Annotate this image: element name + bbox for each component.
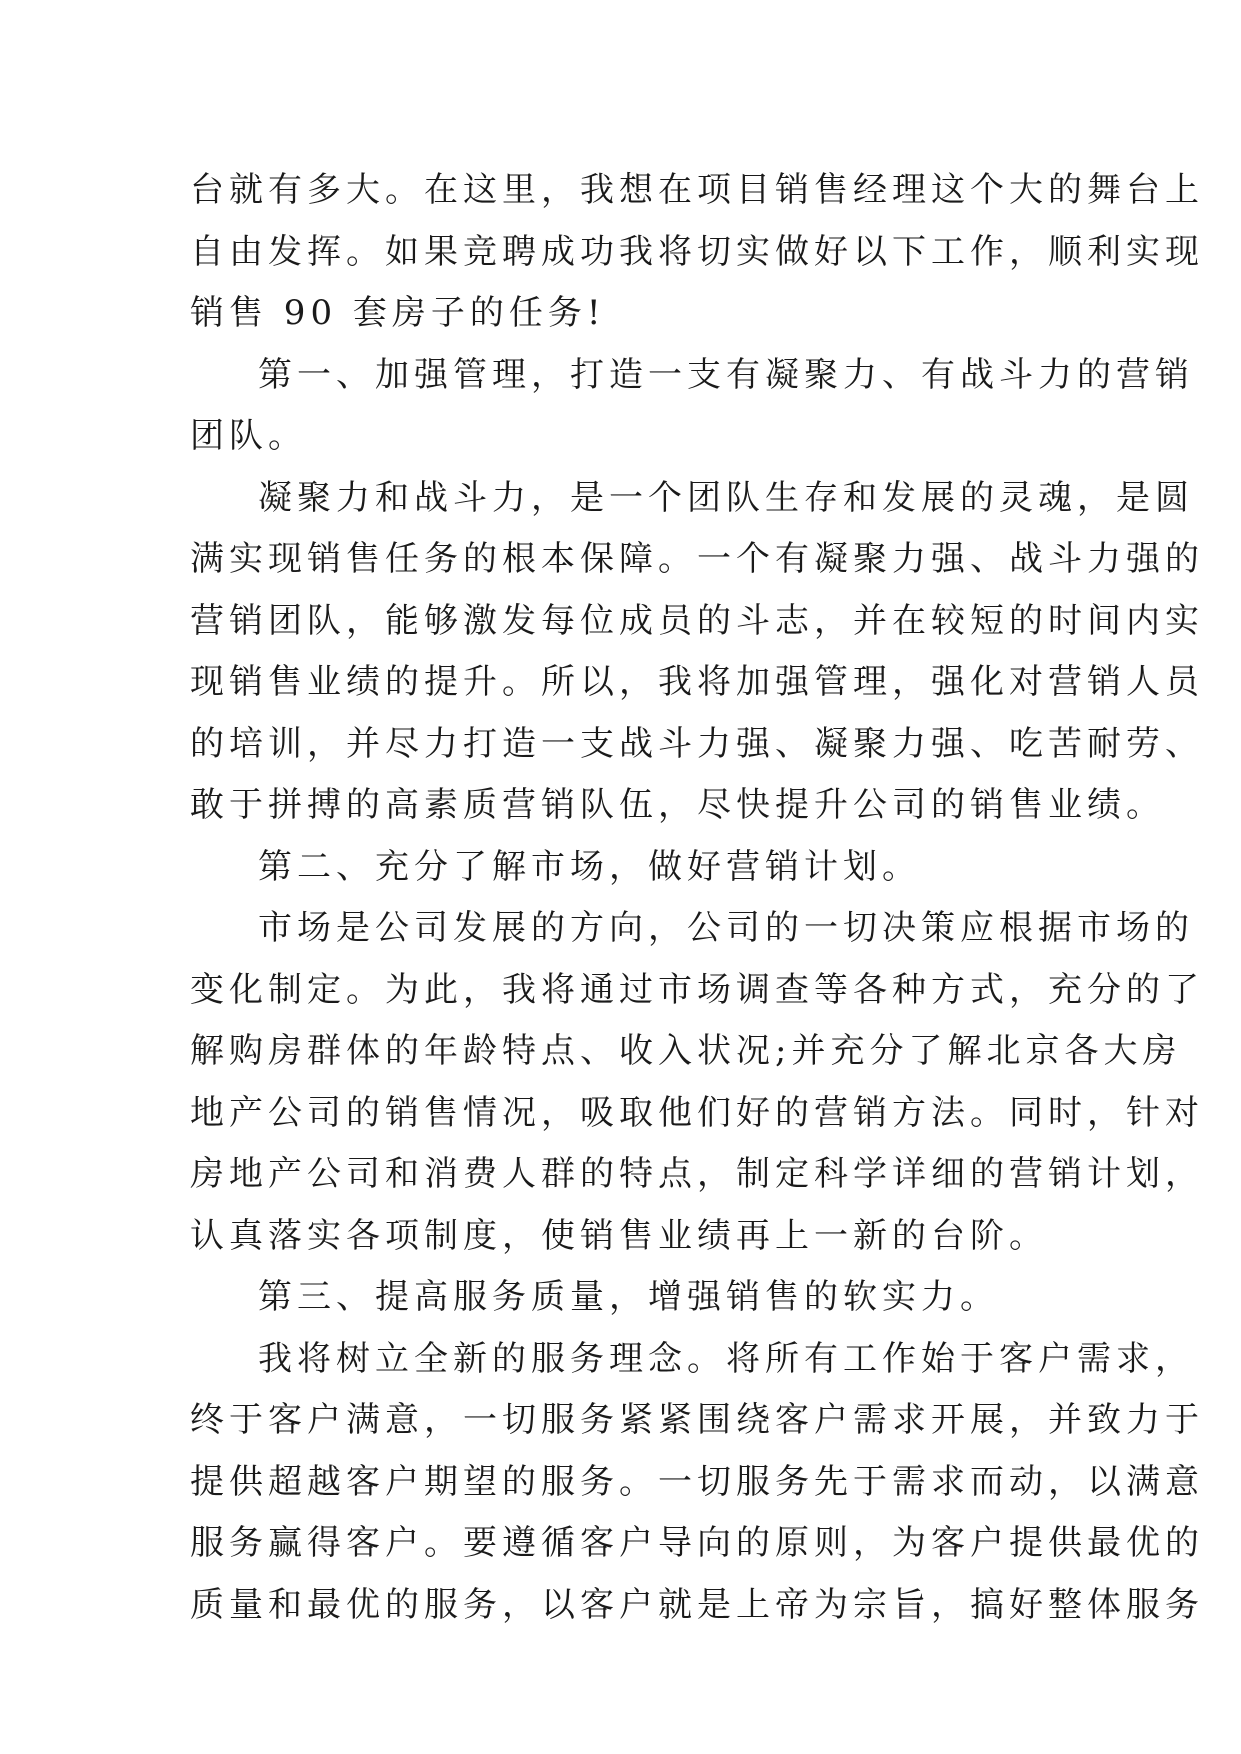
text-line: 房地产公司和消费人群的特点，制定科学详细的营销计划， [190,1154,1204,1194]
text-line: 第二、充分了解市场，做好营销计划。 [258,846,921,887]
text-line: 满实现销售任务的根本保障。一个有凝聚力强、战斗力强的 [190,539,1204,579]
paragraph-continuation [190,160,1204,345]
document-body [190,160,1204,1636]
text-line: 第三、提高服务质量，增强销售的软实力。 [258,1277,999,1317]
text-line: 终于客户满意，一切服务紧紧围绕客户需求开展，并致力于 [190,1400,1204,1440]
section-heading-3 [190,1267,1050,1329]
text-line: 解购房群体的年龄特点、收入状况;并充分了解北京各大房 [190,1031,1182,1071]
text-line: 认真落实各项制度，使销售业绩再上一新的台阶。 [190,1215,1048,1256]
text-line: 我将树立全新的服务理念。将所有工作始于客户需求， [258,1338,1194,1379]
section-heading-2 [190,837,1050,899]
text-line: 服务赢得客户。要遵循客户导向的原则，为客户提供最优的 [190,1523,1204,1563]
text-line: 第一、加强管理，打造一支有凝聚力、有战斗力的营销 [258,354,1194,395]
text-line: 质量和最优的服务，以客户就是上帝为宗旨，搞好整体服务 [190,1584,1204,1625]
paragraph-team [190,468,1204,837]
text-line: 自由发挥。如果竞聘成功我将切实做好以下工作，顺利实现 [190,231,1204,272]
text-line: 地产公司的销售情况，吸取他们好的营销方法。同时，针对 [190,1092,1204,1133]
text-line: 营销团队，能够激发每位成员的斗志，并在较短的时间内实 [190,600,1204,641]
text-line: 团队。 [190,416,307,456]
text-line: 现销售业绩的提升。所以，我将加强管理，强化对营销人员 [190,662,1204,702]
text-line: 市场是公司发展的方向，公司的一切决策应根据市场的 [258,908,1194,948]
text-line: 凝聚力和战斗力，是一个团队生存和发展的灵魂，是圆 [258,477,1194,518]
paragraph-service [190,1329,1204,1637]
text-line: 的培训，并尽力打造一支战斗力强、凝聚力强、吃苦耐劳、 [190,723,1204,764]
text-line: 提供超越客户期望的服务。一切服务先于需求而动，以满意 [190,1461,1204,1502]
text-line: 变化制定。为此，我将通过市场调查等各种方式，充分的了 [190,969,1204,1010]
text-line: 台就有多大。在这里，我想在项目销售经理这个大的舞台上 [190,170,1204,210]
text-line: 敢于拼搏的高素质营销队伍，尽快提升公司的销售业绩。 [190,785,1165,825]
text-line: 销售 90 套房子的任务! [190,293,606,333]
section-heading-1 [190,345,1194,468]
paragraph-market [190,898,1204,1267]
